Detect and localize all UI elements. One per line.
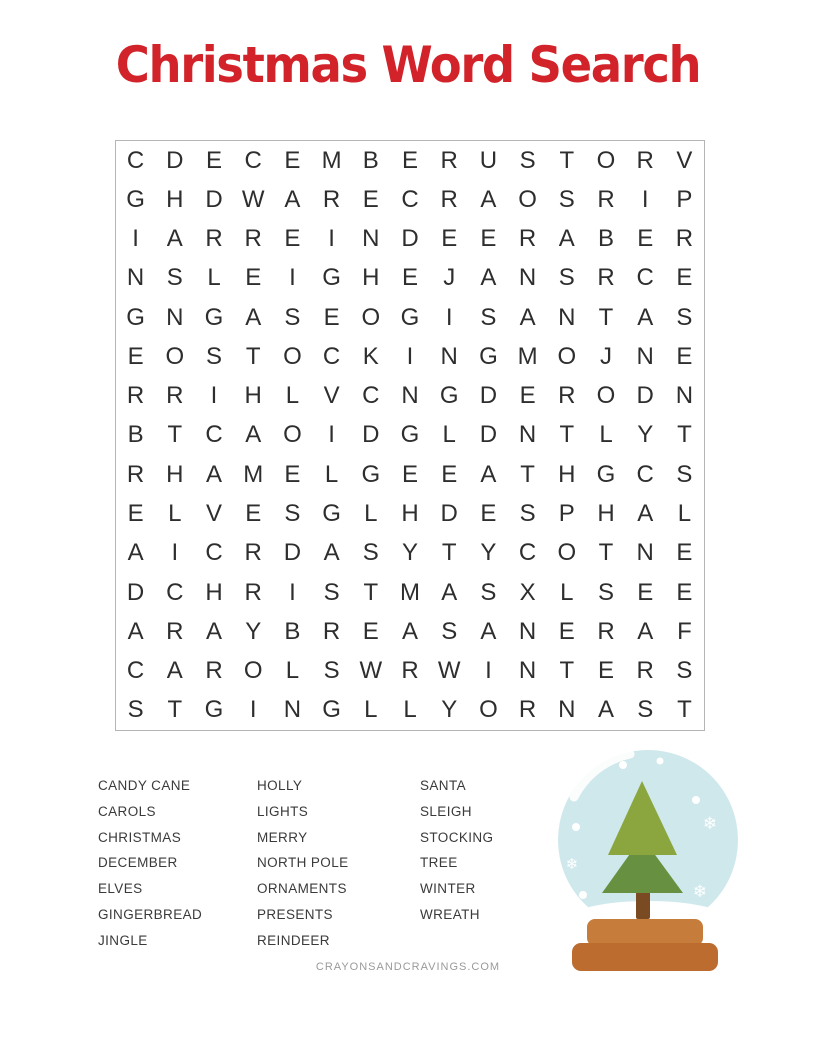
grid-cell: T <box>677 696 692 724</box>
grid-cell: E <box>205 146 222 174</box>
grid-cell: I <box>485 657 492 685</box>
grid-cell: I <box>289 578 296 606</box>
grid-cell: G <box>204 696 224 724</box>
grid-cell: I <box>328 421 335 449</box>
grid-cell: T <box>559 146 575 174</box>
grid-cell: P <box>558 500 575 528</box>
grid-cell: I <box>328 225 335 253</box>
grid-cell: S <box>637 696 654 724</box>
grid-cell: Y <box>401 539 418 567</box>
grid-cell: E <box>597 657 614 685</box>
grid-cell: G <box>126 303 145 331</box>
grid-cell: H <box>205 578 223 606</box>
grid-cell: N <box>518 264 537 292</box>
grid-cell: H <box>166 185 184 213</box>
grid-cell: G <box>204 303 224 331</box>
snowflake-icon: ❄ <box>565 855 579 873</box>
grid-cell: E <box>284 146 301 174</box>
word-item: SANTA <box>420 778 467 793</box>
grid-cell: B <box>284 617 301 645</box>
word-item: LIGHTS <box>257 803 309 819</box>
grid-cell: C <box>636 264 654 292</box>
grid-cell: G <box>479 342 498 370</box>
grid-cell: B <box>597 225 614 253</box>
grid-cell: H <box>597 500 615 528</box>
grid-cell: A <box>127 617 144 645</box>
grid-cell: T <box>598 539 614 567</box>
snow-dot <box>572 823 580 831</box>
grid-cell: A <box>166 225 183 253</box>
grid-cell: T <box>167 696 183 724</box>
grid-cell: G <box>439 382 459 410</box>
grid-cell: R <box>597 617 615 645</box>
grid-cell: S <box>284 303 301 331</box>
grid-cell: T <box>441 539 457 567</box>
word-item: CHRISTMAS <box>98 829 182 845</box>
grid-cell: L <box>364 696 378 724</box>
word-item: REINDEER <box>257 932 330 948</box>
grid-cell: A <box>480 185 497 213</box>
grid-cell: D <box>440 500 458 528</box>
grid-cell: N <box>518 617 537 645</box>
grid-cell: O <box>243 657 263 685</box>
grid-cell: N <box>518 657 537 685</box>
grid-cell: R <box>518 696 537 724</box>
grid-cell: C <box>322 342 341 370</box>
grid-cell: O <box>557 539 577 567</box>
grid-cell: R <box>636 657 654 685</box>
grid-cell: V <box>205 500 222 528</box>
grid-cell: E <box>362 185 379 213</box>
grid-cell: O <box>518 185 537 213</box>
grid-cell: Y <box>245 617 262 645</box>
grid-cell: S <box>441 617 458 645</box>
grid-cell: E <box>637 225 654 253</box>
grid-cell: S <box>480 303 497 331</box>
grid-cell: R <box>205 657 223 685</box>
grid-cell: N <box>636 539 654 567</box>
grid-cell: R <box>166 382 184 410</box>
word-item: MERRY <box>257 829 308 845</box>
grid-cell: A <box>245 421 262 449</box>
grid-cell: E <box>245 500 262 528</box>
grid-cell: A <box>127 539 144 567</box>
grid-cell: S <box>284 500 301 528</box>
grid-cell: A <box>245 303 262 331</box>
word-list-column <box>420 773 493 928</box>
grid-cell: A <box>480 264 497 292</box>
grid-cell: K <box>362 342 379 370</box>
grid-cell: C <box>126 657 145 685</box>
grid-cell: R <box>244 539 262 567</box>
grid-cell: P <box>676 185 693 213</box>
grid-cell: G <box>126 185 145 213</box>
word-item: SLEIGH <box>420 803 472 819</box>
word-item: HOLLY <box>257 778 303 793</box>
grid-cell: C <box>166 578 184 606</box>
letter-grid <box>115 140 705 731</box>
grid-cell: T <box>559 421 575 449</box>
grid-cell: E <box>519 382 536 410</box>
grid-cell: G <box>400 421 420 449</box>
grid-cell: E <box>676 578 693 606</box>
grid-cell: G <box>400 303 420 331</box>
grid-cell: A <box>558 225 575 253</box>
grid-cell: O <box>283 342 302 370</box>
grid-cell: A <box>519 303 536 331</box>
grid-cell: N <box>636 342 654 370</box>
grid-cell: E <box>441 225 458 253</box>
grid-cell: R <box>440 146 458 174</box>
grid-cell: I <box>641 185 649 213</box>
grid-cell: C <box>636 460 654 488</box>
grid-cell: R <box>675 225 694 253</box>
grid-cell: R <box>597 185 615 213</box>
word-item: CAROLS <box>98 803 156 819</box>
grid-cell: H <box>558 460 576 488</box>
grid-cell: M <box>243 460 264 488</box>
grid-cell: D <box>479 421 498 449</box>
grid-cell: A <box>205 460 222 488</box>
grid-cell: C <box>518 539 537 567</box>
grid-cell: S <box>676 460 693 488</box>
grid-cell: A <box>323 539 340 567</box>
website-credit: CRAYONSANDCRAVINGS.COM <box>315 961 501 973</box>
grid-cell: A <box>637 303 654 331</box>
grid-cell: R <box>597 264 615 292</box>
grid-cell: N <box>166 303 184 331</box>
grid-cell: I <box>445 303 453 331</box>
grid-cell: R <box>322 617 341 645</box>
grid-cell: R <box>558 382 576 410</box>
grid-cell: D <box>126 578 145 606</box>
grid-cell: E <box>127 342 144 370</box>
word-item: DECEMBER <box>98 855 178 871</box>
grid-cell: A <box>480 617 497 645</box>
grid-cell: L <box>168 500 182 528</box>
grid-cell: E <box>637 578 654 606</box>
grid-cell: E <box>480 500 497 528</box>
grid-cell: S <box>558 264 575 292</box>
grid-cell: L <box>560 578 574 606</box>
word-item: GINGERBREAD <box>98 906 203 922</box>
grid-cell: M <box>399 578 420 606</box>
grid-cell: T <box>167 421 183 449</box>
grid-cell: H <box>166 460 184 488</box>
grid-cell: V <box>676 146 693 174</box>
grid-cell: U <box>479 146 498 174</box>
grid-cell: N <box>401 382 419 410</box>
word-list-column <box>98 773 202 954</box>
grid-cell: T <box>598 303 614 331</box>
grid-cell: E <box>480 225 497 253</box>
grid-cell: D <box>479 382 498 410</box>
grid-cell: G <box>596 460 616 488</box>
grid-cell: T <box>520 460 535 488</box>
snow-dot <box>657 758 664 765</box>
grid-cell: I <box>249 696 257 724</box>
grid-cell: I <box>210 382 218 410</box>
grid-cell: N <box>283 696 302 724</box>
grid-cell: Y <box>480 539 497 567</box>
grid-cell: R <box>518 225 537 253</box>
grid-cell: R <box>636 146 654 174</box>
word-item: CANDY CANE <box>98 778 191 793</box>
grid-cell: L <box>442 421 456 449</box>
grid-cell: S <box>166 264 183 292</box>
snow-dot <box>692 796 700 804</box>
grid-cell: E <box>362 617 379 645</box>
grid-cell: L <box>324 460 339 488</box>
grid-cell: A <box>480 460 497 488</box>
grid-cell: E <box>441 460 458 488</box>
grid-cell: E <box>401 264 418 292</box>
grid-cell: O <box>596 382 616 410</box>
word-item: ORNAMENTS <box>257 881 347 897</box>
grid-cell: C <box>244 146 262 174</box>
snowflake-icon: ❄ <box>702 814 718 834</box>
grid-cell: L <box>364 500 378 528</box>
grid-cell: Y <box>441 696 458 724</box>
word-item: ELVES <box>98 881 143 897</box>
grid-cell: A <box>205 617 222 645</box>
grid-cell: E <box>676 342 693 370</box>
grid-cell: T <box>559 657 575 685</box>
grid-cell: Y <box>637 421 654 449</box>
grid-cell: N <box>126 264 145 292</box>
grid-cell: W <box>437 657 461 685</box>
grid-cell: O <box>557 342 577 370</box>
grid-cell: D <box>636 382 654 410</box>
grid-cell: A <box>441 578 458 606</box>
word-item: JINGLE <box>98 932 148 948</box>
grid-cell: N <box>440 342 458 370</box>
grid-cell: R <box>166 617 184 645</box>
grid-cell: R <box>401 657 419 685</box>
grid-cell: A <box>401 617 418 645</box>
grid-cell: S <box>362 539 379 567</box>
grid-cell: M <box>517 342 538 370</box>
grid-cell: I <box>132 225 139 253</box>
grid-cell: A <box>637 617 654 645</box>
grid-cell: S <box>519 146 536 174</box>
grid-cell: R <box>205 225 223 253</box>
grid-cell: O <box>283 421 302 449</box>
grid-cell: B <box>127 421 144 449</box>
grid-cell: G <box>322 696 341 724</box>
grid-cell: R <box>322 185 341 213</box>
grid-cell: N <box>518 421 537 449</box>
grid-cell: N <box>675 382 694 410</box>
grid-cell: C <box>205 421 223 449</box>
grid-cell: E <box>245 264 262 292</box>
grid-cell: X <box>519 578 536 606</box>
grid-cell: W <box>359 657 383 685</box>
grid-cell: B <box>362 146 379 174</box>
grid-cell: R <box>440 185 458 213</box>
word-item: PRESENTS <box>257 906 333 922</box>
snow-dot <box>579 891 587 899</box>
grid-cell: T <box>677 421 692 449</box>
grid-cell: I <box>406 342 414 370</box>
grid-cell: L <box>403 696 417 724</box>
grid-cell: R <box>126 382 145 410</box>
grid-cell: T <box>245 342 261 370</box>
snow-dot <box>619 761 627 769</box>
grid-cell: S <box>127 696 144 724</box>
grid-cell: E <box>284 225 301 253</box>
grid-cell: E <box>127 500 144 528</box>
word-item: WREATH <box>420 906 480 922</box>
grid-cell: H <box>244 382 262 410</box>
grid-cell: H <box>401 500 419 528</box>
grid-cell: A <box>166 657 183 685</box>
grid-cell: E <box>676 539 693 567</box>
grid-cell: J <box>443 264 456 292</box>
word-item: NORTH POLE <box>257 855 349 871</box>
grid-cell: S <box>558 185 575 213</box>
grid-cell: A <box>597 696 614 724</box>
grid-cell: E <box>284 460 301 488</box>
grid-cell: M <box>321 146 342 174</box>
grid-cell: S <box>597 578 614 606</box>
grid-cell: L <box>207 264 221 292</box>
grid-cell: A <box>284 185 301 213</box>
grid-cell: G <box>322 264 341 292</box>
grid-cell: R <box>126 460 145 488</box>
grid-cell: W <box>241 185 265 213</box>
grid-cell: E <box>558 617 575 645</box>
snowflake-icon: ❄ <box>692 882 708 902</box>
grid-cell: L <box>285 657 300 685</box>
grid-cell: S <box>676 657 693 685</box>
grid-cell: O <box>596 146 616 174</box>
grid-cell: G <box>361 460 381 488</box>
grid-cell: C <box>362 382 380 410</box>
grid-cell: C <box>205 539 223 567</box>
grid-cell: L <box>285 382 300 410</box>
grid-cell: R <box>244 578 262 606</box>
word-item: TREE <box>420 855 458 871</box>
grid-cell: D <box>401 225 419 253</box>
snow-globe-illustration <box>548 745 748 980</box>
word-item: WINTER <box>420 881 476 897</box>
grid-cell: G <box>322 500 341 528</box>
grid-cell: N <box>558 303 576 331</box>
grid-cell: S <box>323 578 340 606</box>
page-title: Christmas Word Search <box>115 36 701 94</box>
grid-cell: S <box>205 342 222 370</box>
grid-cell: O <box>479 696 498 724</box>
grid-cell: S <box>323 657 340 685</box>
grid-cell: E <box>676 264 693 292</box>
grid-cell: V <box>323 382 340 410</box>
grid-cell: E <box>323 303 340 331</box>
grid-cell: C <box>126 146 145 174</box>
grid-cell: D <box>205 185 223 213</box>
grid-cell: L <box>677 500 692 528</box>
grid-cell: D <box>283 539 302 567</box>
grid-cell: S <box>676 303 693 331</box>
grid-cell: A <box>637 500 654 528</box>
grid-cell: N <box>362 225 380 253</box>
globe-base-top <box>587 919 703 946</box>
grid-cell: E <box>401 146 418 174</box>
grid-cell: O <box>165 342 185 370</box>
grid-cell: I <box>289 264 296 292</box>
grid-cell: D <box>362 421 380 449</box>
grid-cell: S <box>480 578 497 606</box>
grid-cell: N <box>558 696 576 724</box>
grid-cell: T <box>363 578 379 606</box>
grid-cell: I <box>171 539 179 567</box>
grid-cell: E <box>401 460 418 488</box>
grid-cell: L <box>599 421 613 449</box>
grid-cell: S <box>519 500 536 528</box>
grid-cell: R <box>244 225 262 253</box>
grid-cell: H <box>362 264 380 292</box>
grid-cell: F <box>677 617 692 645</box>
word-list-column <box>257 773 349 954</box>
word-item: STOCKING <box>420 829 494 845</box>
grid-cell: D <box>166 146 184 174</box>
grid-cell: J <box>599 342 612 370</box>
grid-cell: O <box>361 303 381 331</box>
grid-cell: C <box>401 185 419 213</box>
